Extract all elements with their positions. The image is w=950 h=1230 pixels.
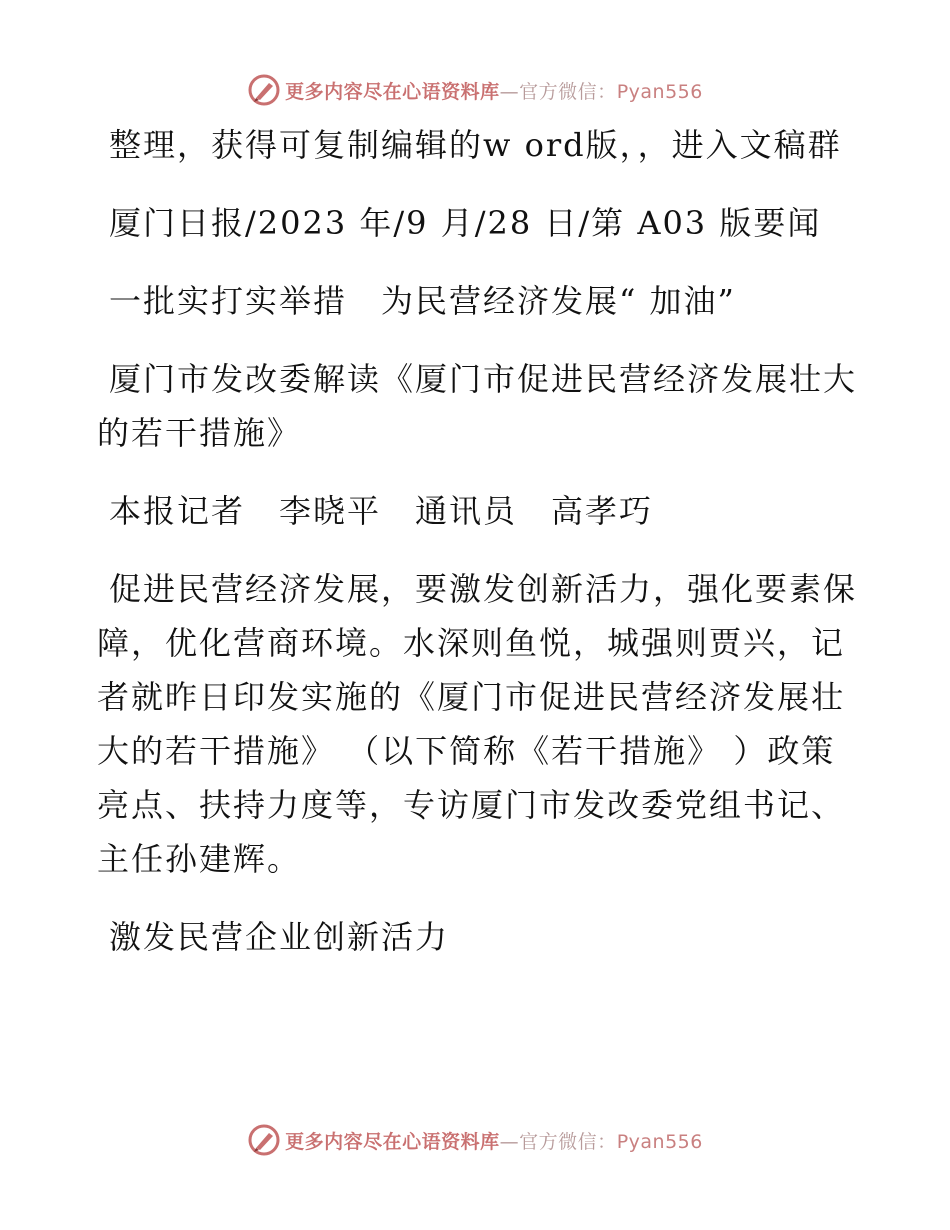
watermark-footer <box>0 1122 950 1158</box>
pen-logo-icon <box>247 1123 281 1157</box>
watermark-text: 更多内容尽在心语资料库—官方微信：Pyan556 <box>285 1130 703 1153</box>
watermark-header <box>0 72 950 108</box>
paragraph-intro: 整理，获得可复制编辑的w ord版，，进入文稿群 <box>109 126 842 164</box>
document-body <box>97 118 857 988</box>
paragraph-section-heading: 激发民营企业创新活力 <box>109 918 450 956</box>
watermark-text: 更多内容尽在心语资料库—官方微信：Pyan556 <box>285 80 703 103</box>
paragraph-byline: 本报记者 李晓平 通讯员 高孝巧 <box>109 492 654 530</box>
pen-logo-icon <box>247 73 281 107</box>
paragraph-source-line: 厦门日报/2023 年/9 月/28 日/第 A03 版要闻 <box>109 204 822 242</box>
paragraph-headline: 一批实打实举措 为民营经济发展“ 加油” <box>109 282 736 320</box>
paragraph-subheadline: 厦门市发改委解读《厦门市促进民营经济发展壮大的若干措施》 <box>97 360 858 452</box>
paragraph-body: 促进民营经济发展，要激发创新活力，强化要素保障，优化营商环境。水深则鱼悦，城强则贾兴，记者就昨日印发实施的《厦门市促进民营经济发展壮大的若干措施》 （以下简称《若干措施》 ）政策亮点、扶持力度等，专访厦门市发改委党组书记、主任孙建辉。 <box>97 570 858 878</box>
